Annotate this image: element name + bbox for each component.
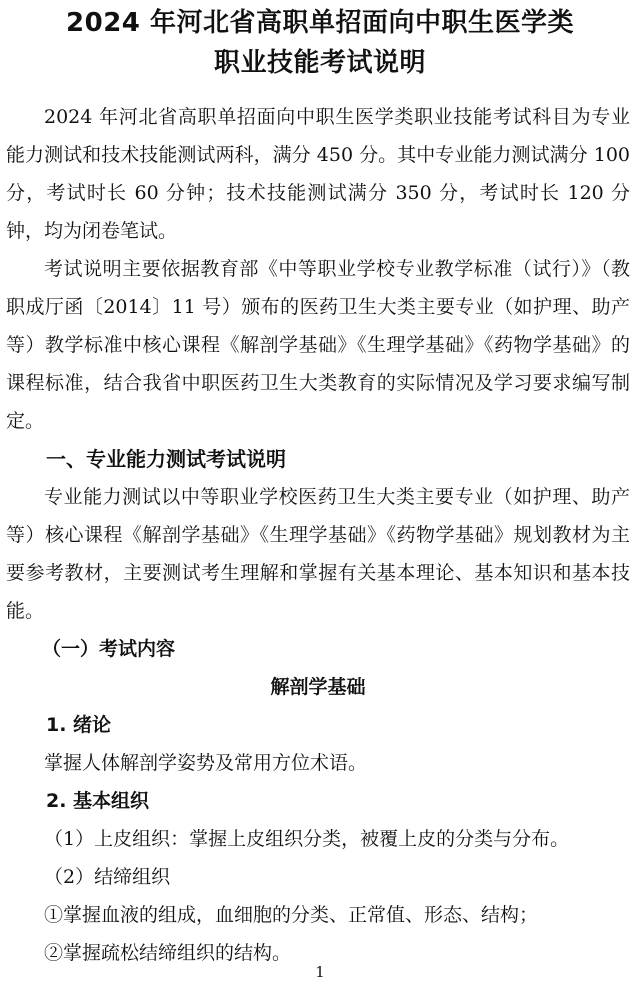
item-2-heading: 2. 基本组织 — [46, 790, 150, 812]
item-1-text: 掌握人体解剖学姿势及常用方位术语。 — [44, 752, 368, 774]
section-1-heading: 一、专业能力测试考试说明 — [46, 447, 286, 471]
document-title-line-1: 2024 年河北省高职单招面向中职生医学类 — [66, 8, 574, 38]
item-2-line-1: （1）上皮组织：掌握上皮组织分类，被覆上皮的分类与分布。 — [44, 828, 570, 850]
item-1-heading: 1. 绪论 — [46, 714, 112, 736]
document-body — [6, 98, 630, 972]
item-2-line-2: （2）结缔组织 — [44, 866, 171, 888]
subject-title: 解剖学基础 — [270, 676, 366, 698]
section-1-paragraph: 专业能力测试以中等职业学校医药卫生大类主要专业（如护理、助产等）核心课程《解剖学基础》《生理学基础》《药物学基础》规划教材为主要参考教材，主要测试考生理解和掌握有关基本理论、基本知识和基本技能。 — [6, 486, 630, 622]
subsection-1-heading: （一）考试内容 — [42, 638, 176, 660]
item-2-line-3: ①掌握血液的组成，血细胞的分类、正常值、形态、结构； — [44, 904, 539, 926]
item-2-line-4: ②掌握疏松结缔组织的结构。 — [44, 942, 292, 964]
document-title-line-2: 职业技能考试说明 — [213, 48, 426, 78]
basis-paragraph: 考试说明主要依据教育部《中等职业学校专业教学标准（试行）》（教职成厅函〔2014〕11 号）颁布的医药卫生大类主要专业（如护理、助产等）教学标准中核心课程《解剖学基础》《生理学基础》《药物学基础》的课程标准，结合我省中职医药卫生大类教育的实际情况及学习要求编写制定。 — [6, 258, 630, 432]
intro-paragraph: 2024 年河北省高职单招面向中职生医学类职业技能考试科目为专业能力测试和技术技能测试两科，满分 450 分。其中专业能力测试满分 100 分，考试时长 60 分钟；技术技能测试满分 350 分，考试时长 120 分钟，均为闭卷笔试。 — [6, 106, 630, 242]
page-number: 1 — [315, 963, 325, 981]
